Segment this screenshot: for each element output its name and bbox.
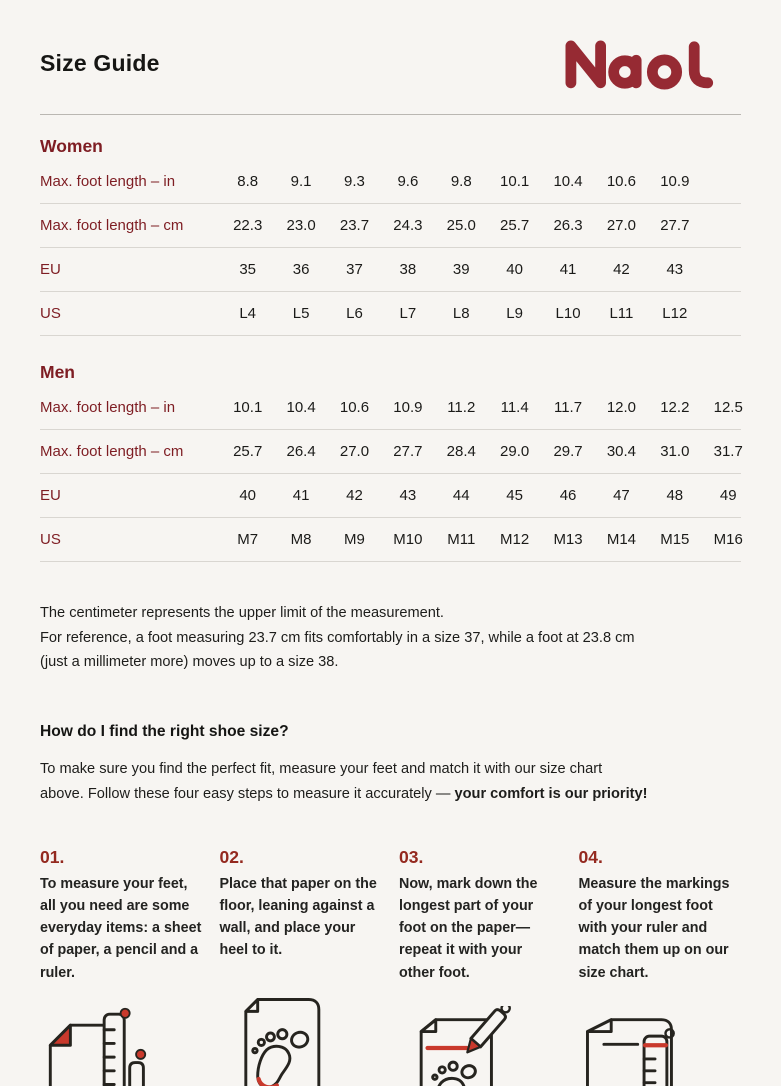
size-value: 22.3: [233, 217, 263, 234]
women-size-table: [40, 160, 741, 336]
size-value: 43: [666, 261, 684, 278]
howto-heading: How do I find the right shoe size?: [40, 722, 289, 740]
measuring-steps: [40, 847, 741, 1086]
naot-logo: [543, 36, 741, 90]
table-row: [40, 292, 741, 336]
size-value: 10.6: [339, 399, 370, 416]
size-value: M14: [606, 531, 637, 548]
size-value: M11: [447, 531, 476, 548]
page-title: Size Guide: [40, 49, 160, 76]
size-value: 10.6: [606, 173, 637, 190]
row-label: EU: [40, 487, 61, 504]
header-divider: [40, 114, 741, 115]
row-label: Max. foot length – cm: [40, 443, 184, 460]
size-value: 35: [239, 261, 257, 278]
size-value: L6: [346, 305, 363, 322]
size-value: M16: [713, 531, 743, 548]
note-line: For reference, a foot measuring 23.7 cm fits comfortably in a size 37, while a foot at 23.8 cm: [40, 629, 635, 646]
paper-footprint-pencil-mark-icon: [399, 1006, 562, 1086]
row-label: US: [40, 531, 61, 548]
table-row: [40, 204, 741, 248]
note-line: The centimeter represents the upper limit of the measurement.: [40, 605, 444, 621]
size-value: 9.8: [450, 173, 472, 190]
table-row: [40, 430, 741, 474]
paper-footprint-heel-icon: [220, 984, 383, 1086]
size-value: 40: [506, 261, 523, 278]
size-value: M10: [393, 531, 423, 548]
size-value: 10.9: [660, 173, 690, 190]
size-value: 39: [452, 261, 470, 278]
step-1: [40, 847, 203, 1086]
size-value: L12: [662, 305, 688, 322]
size-value: 24.3: [393, 217, 423, 234]
size-value: 31.0: [660, 443, 690, 460]
step-text: Now, mark down the longest part of your foot on the paper—repeat it with your other foot.: [399, 875, 538, 981]
intro-line: To make sure you find the perfect fit, measure your feet and match it with our size chart: [40, 760, 603, 777]
size-value: 27.0: [339, 443, 370, 460]
step-3: [399, 847, 562, 1086]
size-value: 10.4: [553, 173, 583, 190]
size-value: 27.7: [393, 443, 423, 460]
men-section: [40, 362, 741, 562]
size-value: 49: [719, 487, 737, 504]
size-value: 40: [239, 487, 257, 504]
women-section: [40, 136, 741, 336]
size-value: 37: [346, 261, 363, 278]
size-value: 9.6: [397, 173, 419, 190]
size-value: 42: [346, 487, 363, 504]
size-value: 47: [613, 487, 630, 504]
size-value: 9.1: [290, 173, 312, 190]
step-4: [579, 847, 742, 1086]
naot-logo-icon: [543, 36, 741, 90]
size-value: 43: [399, 487, 417, 504]
size-value: 26.3: [553, 217, 583, 234]
size-value: M7: [237, 531, 259, 548]
size-value: 46: [559, 487, 577, 504]
intro-text: above. Follow these four easy steps to measure it accurately —: [40, 785, 455, 802]
table-row: [40, 386, 741, 430]
size-value: 29.0: [500, 443, 530, 460]
step-number: 03.: [399, 846, 424, 867]
row-label: Max. foot length – in: [40, 173, 176, 190]
size-value: 25.0: [446, 217, 476, 234]
size-value: L8: [452, 305, 470, 322]
measurement-note: [40, 601, 741, 675]
size-value: 12.0: [606, 399, 637, 416]
row-label: Max. foot length – cm: [40, 217, 184, 234]
size-value: L7: [399, 305, 417, 322]
size-value: 12.5: [713, 399, 743, 416]
size-value: 41: [559, 261, 577, 278]
size-value: 44: [452, 487, 470, 504]
table-row: [40, 248, 741, 292]
size-value: 29.7: [553, 443, 583, 460]
size-value: L9: [506, 305, 523, 322]
header: [40, 36, 741, 90]
size-value: 42: [613, 261, 630, 278]
size-value: 23.7: [339, 217, 370, 234]
step-text: To measure your feet, all you need are some everyday items: a sheet of paper, a pencil and a ruler.: [40, 875, 202, 981]
size-value: 27.0: [606, 217, 637, 234]
size-value: 36: [292, 261, 310, 278]
size-value: 31.7: [713, 443, 743, 460]
size-value: L11: [609, 305, 634, 322]
step-text: Measure the markings of your longest foot with your ruler and match them up on our size chart.: [578, 875, 730, 981]
size-value: L5: [292, 305, 310, 322]
size-value: 10.1: [233, 399, 263, 416]
size-value: 45: [506, 487, 523, 504]
row-label: US: [40, 305, 61, 322]
row-label: Max. foot length – in: [40, 399, 176, 416]
size-value: 8.8: [237, 173, 259, 190]
size-value: M8: [290, 531, 312, 548]
table-row: [40, 160, 741, 204]
size-value: L10: [555, 305, 581, 322]
step-number: 04.: [578, 846, 603, 867]
step-number: 02.: [219, 846, 244, 867]
size-value: M15: [660, 531, 690, 548]
size-value: 27.7: [660, 217, 690, 234]
howto-intro: [40, 757, 741, 807]
size-value: 10.1: [500, 173, 530, 190]
intro-line: [40, 782, 741, 807]
size-value: 48: [666, 487, 684, 504]
size-value: 25.7: [500, 217, 530, 234]
row-label: EU: [40, 261, 61, 278]
table-row: [40, 518, 741, 562]
intro-text-bold: your comfort is our priority!: [454, 785, 648, 802]
men-size-table: [40, 386, 741, 562]
size-value: 41: [292, 487, 310, 504]
size-value: L4: [239, 305, 257, 322]
step-number: 01.: [40, 846, 65, 867]
size-value: 25.7: [233, 443, 263, 460]
size-value: 11.7: [553, 399, 583, 416]
size-value: 26.4: [286, 443, 316, 460]
women-heading: Women: [40, 136, 103, 156]
size-value: 38: [399, 261, 417, 278]
men-heading: Men: [40, 362, 75, 382]
size-value: 11.2: [447, 399, 476, 416]
size-value: M13: [553, 531, 583, 548]
paper-ruler-matching-icon: [579, 1006, 742, 1086]
size-value: 30.4: [606, 443, 637, 460]
step-2: [220, 847, 383, 1086]
size-value: 12.2: [660, 399, 690, 416]
size-value: 10.4: [286, 399, 316, 416]
table-row: [40, 474, 741, 518]
size-value: 9.3: [344, 173, 365, 190]
size-value: 23.0: [286, 217, 316, 234]
size-value: 11.4: [500, 399, 529, 416]
size-value: M9: [344, 531, 365, 548]
note-line: (just a millimeter more) moves up to a size 38.: [40, 654, 339, 671]
step-text: Place that paper on the floor, leaning against a wall, and place your heel to it.: [219, 875, 377, 959]
size-value: 28.4: [446, 443, 476, 460]
size-value: 10.9: [393, 399, 423, 416]
size-value: M12: [500, 531, 530, 548]
paper-ruler-pencil-icon: [40, 1006, 203, 1086]
